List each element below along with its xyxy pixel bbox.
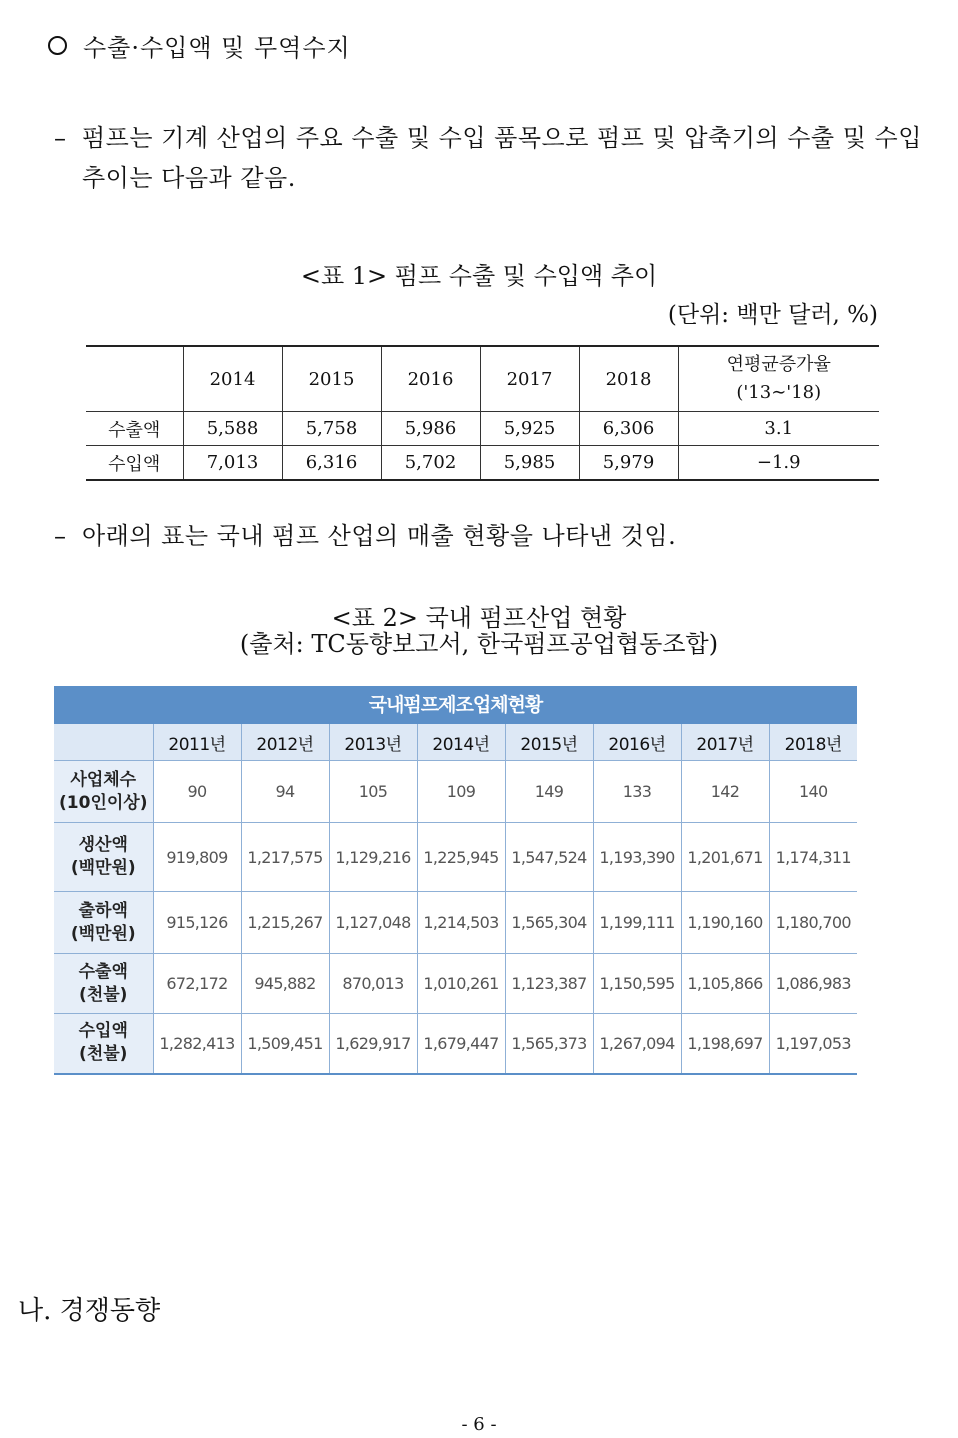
- table-cell: 1,190,160: [681, 892, 769, 954]
- row-label: 수출액: [86, 412, 183, 446]
- year-cell: 2017년: [681, 724, 769, 761]
- row-header: [54, 1014, 153, 1074]
- table-cell: 1,547,524: [505, 823, 593, 892]
- header-cell: 2017: [480, 346, 579, 412]
- table-cell: 1,214,503: [417, 892, 505, 954]
- dash-bullet: –: [54, 522, 67, 550]
- table-cell: 1,509,451: [241, 1014, 329, 1074]
- page-number: - 6 -: [461, 1414, 497, 1435]
- table-row: [54, 954, 857, 1014]
- table-cell: 1,127,048: [329, 892, 417, 954]
- table-cell: 1,198,697: [681, 1014, 769, 1074]
- row-header-line1: 출하액: [78, 900, 128, 921]
- table-cell: 1,225,945: [417, 823, 505, 892]
- table-cell: 1,129,216: [329, 823, 417, 892]
- row-header-line1: 수입액: [78, 1021, 128, 1042]
- table-cell: 94: [241, 761, 329, 823]
- table-cell: 3.1: [678, 412, 879, 446]
- table-cell: 5,986: [381, 412, 480, 446]
- paragraph-1: [54, 118, 934, 198]
- table2-title: 국내펌프제조업체현황: [54, 686, 857, 724]
- circle-bullet-icon: [48, 36, 67, 55]
- row-header: [54, 761, 153, 823]
- table-cell: 1,565,373: [505, 1014, 593, 1074]
- paragraph-2: [54, 516, 934, 556]
- table-cell: 133: [593, 761, 681, 823]
- table-cell: 140: [769, 761, 857, 823]
- table-cell: 1,010,261: [417, 954, 505, 1014]
- row-header-line2: (천불): [79, 984, 128, 1005]
- cagr-header-cell: [678, 346, 879, 412]
- table-cell: 7,013: [183, 446, 282, 481]
- row-header-line2: (백만원): [70, 923, 136, 944]
- table-cell: 1,193,390: [593, 823, 681, 892]
- table-row: [86, 412, 879, 446]
- table-cell: 1,150,595: [593, 954, 681, 1014]
- row-header: [54, 954, 153, 1014]
- table-row: [86, 446, 879, 481]
- paragraph-2-text: 아래의 표는 국내 펌프 산업의 매출 현황을 나타낸 것임.: [82, 522, 677, 550]
- year-cell: 2016년: [593, 724, 681, 761]
- table-cell: 945,882: [241, 954, 329, 1014]
- table-row: [54, 823, 857, 892]
- table-cell: 6,316: [282, 446, 381, 481]
- row-header-line2: (10인이상): [59, 792, 148, 813]
- table1-unit: (단위: 백만 달러, %): [667, 302, 878, 328]
- table-cell: 109: [417, 761, 505, 823]
- row-header-line2: (백만원): [70, 858, 136, 878]
- table-row: [54, 761, 857, 823]
- year-cell: 2014년: [417, 724, 505, 761]
- table2-caption: <표 2> 국내 펌프산업 현황: [331, 604, 627, 632]
- cagr-period: ('13∼'18): [736, 382, 822, 403]
- table-cell: 870,013: [329, 954, 417, 1014]
- table-cell: 5,979: [579, 446, 678, 481]
- pump-industry-grid: [54, 724, 857, 1075]
- header-cell: 2018: [579, 346, 678, 412]
- table-cell: 105: [329, 761, 417, 823]
- table-cell: 1,180,700: [769, 892, 857, 954]
- row-label: 수입액: [86, 446, 183, 481]
- table-cell: 149: [505, 761, 593, 823]
- corner-cell: [54, 724, 153, 761]
- header-cell: 2016: [381, 346, 480, 412]
- table-header-row: [86, 346, 879, 412]
- table-cell: 5,985: [480, 446, 579, 481]
- paragraph-1-text: 펌프는 기계 산업의 주요 수출 및 수입 품목으로 펌프 및 압축기의 수출 및 수입 추이는 다음과 같음.: [82, 124, 922, 192]
- dash-bullet: –: [54, 124, 67, 152]
- table-cell: 1,201,671: [681, 823, 769, 892]
- row-header-line1: 생산액: [78, 835, 128, 855]
- table-cell: 1,565,304: [505, 892, 593, 954]
- table-cell: 672,172: [153, 954, 241, 1014]
- header-cell: 2014: [183, 346, 282, 412]
- header-cell: [86, 346, 183, 412]
- cagr-label: 연평균증가율: [726, 354, 831, 375]
- row-header: [54, 892, 153, 954]
- year-cell: 2011년: [153, 724, 241, 761]
- table-cell: 1,679,447: [417, 1014, 505, 1074]
- section-heading: [48, 28, 351, 63]
- table-cell: 6,306: [579, 412, 678, 446]
- table-cell: 5,925: [480, 412, 579, 446]
- section-title: 나. 경쟁동향: [18, 1296, 161, 1326]
- table-cell: 142: [681, 761, 769, 823]
- table-cell: 1,197,053: [769, 1014, 857, 1074]
- table-cell: 1,217,575: [241, 823, 329, 892]
- pump-industry-table: [54, 686, 857, 1075]
- table-cell: 915,126: [153, 892, 241, 954]
- table-cell: 1,105,866: [681, 954, 769, 1014]
- table-row: [54, 1014, 857, 1074]
- year-cell: 2015년: [505, 724, 593, 761]
- year-cell: 2013년: [329, 724, 417, 761]
- row-header-line1: 수출액: [78, 961, 128, 982]
- row-header-line2: (천불): [79, 1044, 128, 1065]
- table-cell: 1,123,387: [505, 954, 593, 1014]
- table-cell: 1,086,983: [769, 954, 857, 1014]
- row-header: [54, 823, 153, 892]
- table-cell: 1,282,413: [153, 1014, 241, 1074]
- table-cell: 90: [153, 761, 241, 823]
- table1-caption: <표 1> 펌프 수출 및 수입액 추이: [300, 262, 658, 290]
- export-import-table: [86, 345, 879, 481]
- table-cell: 1,215,267: [241, 892, 329, 954]
- year-header-row: [54, 724, 857, 761]
- section-heading-text: 수출·수입액 및 무역수지: [83, 34, 351, 62]
- header-cell: 2015: [282, 346, 381, 412]
- table-cell: 1,174,311: [769, 823, 857, 892]
- table-row: [54, 892, 857, 954]
- row-header-line1: 사업체수: [70, 769, 137, 790]
- table2-source: (출처: TC동향보고서, 한국펌프공업협동조합): [239, 630, 719, 658]
- table-cell: 1,629,917: [329, 1014, 417, 1074]
- table-cell: 5,702: [381, 446, 480, 481]
- table-cell: 5,758: [282, 412, 381, 446]
- table-cell: −1.9: [678, 446, 879, 481]
- table-cell: 919,809: [153, 823, 241, 892]
- year-cell: 2012년: [241, 724, 329, 761]
- table-cell: 1,199,111: [593, 892, 681, 954]
- table-cell: 5,588: [183, 412, 282, 446]
- table-cell: 1,267,094: [593, 1014, 681, 1074]
- year-cell: 2018년: [769, 724, 857, 761]
